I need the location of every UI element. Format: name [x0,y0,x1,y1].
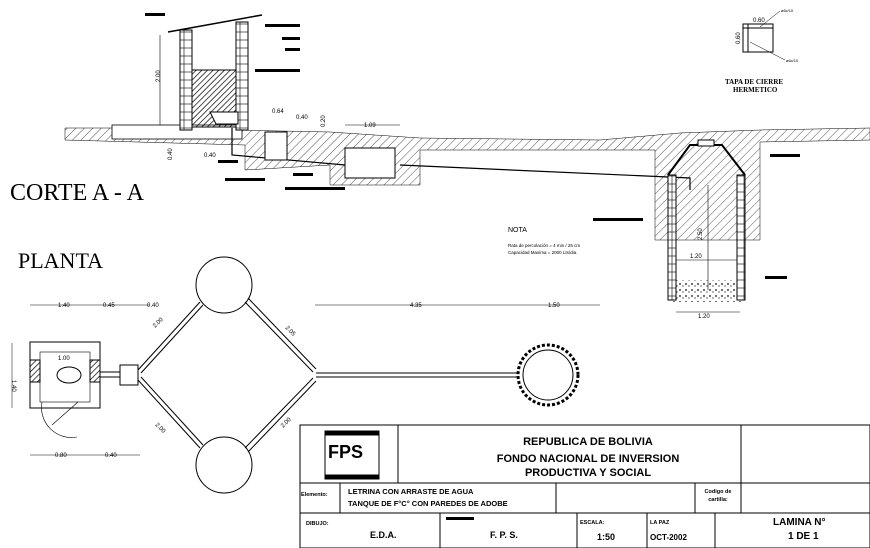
tapa-title: HERMETICO [733,86,778,94]
section-title: CORTE A - A [10,180,144,206]
tb-line2: FONDO NACIONAL DE INVERSION [496,453,680,465]
dim-w2: 0.45 [103,303,115,309]
pit-cover [698,140,714,146]
lamina-label: LAMINA N° [773,517,826,528]
label-bar [446,517,474,520]
dim-w3: 0.40 [147,303,159,309]
tapa-bar-bottom: ø6c/10 [786,58,799,63]
dim-c: 0.20 [321,115,327,127]
dim-inner: 1.00 [58,356,70,362]
dim-b2: 0.40 [105,453,117,459]
dim-w1: 1.40 [58,303,70,309]
dim-pit-base: 1.20 [698,314,710,320]
tb-line1: REPUBLICA DE BOLIVIA [523,436,653,448]
dim-f: 0.40 [204,153,216,159]
latrine-wall-left [180,30,192,130]
dim-b: 0.40 [296,115,308,121]
dim-e: 0.40 [168,148,174,160]
dim-long: 4.35 [410,303,422,309]
pit-wall-left [668,175,676,300]
soakpit-main [518,345,578,405]
section-view [65,13,870,312]
dibujo-value: E.D.A. [370,530,397,540]
tapa-bar-top: ø6c/10 [781,8,794,13]
inspection-box [265,132,287,160]
codigo-label: cartilla: [708,497,728,503]
codigo-label: Codigo de [704,489,732,495]
dim-a: 0.64 [272,109,284,115]
elemento-line1: LETRINA CON ARRASTE DE AGUA [348,487,474,496]
org-value: F. P. S. [490,530,518,540]
nota-line: Rata de percolación = 4 min / 25 cm [508,243,581,248]
tapa-width: 0.60 [753,18,765,24]
dim-d2: 2.05 [283,325,297,338]
dim-pit-depth: 2.50 [698,228,704,240]
dim-d1: 2.00 [152,316,165,330]
toilet-plan [57,367,81,383]
dim-d: 1.09 [364,123,376,129]
soakpit-top [196,257,252,313]
elemento-label: Elemento: [301,492,328,498]
soakpit-bottom [196,437,252,493]
elemento-line2: TANQUE DE F°C° CON PAREDES DE ADOBE [348,499,508,508]
tb-line3: PRODUCTIVA Y SOCIAL [524,467,652,479]
fecha-value: OCT-2002 [650,533,687,542]
dim-height: 2.00 [156,70,162,82]
plan-title: PLANTA [18,248,104,273]
escala-value: 1:50 [597,532,616,542]
dim-d3: 2.00 [153,422,167,435]
inspection-box-plan [120,365,138,385]
tapa-title: TAPA DE CIERRE [725,78,784,86]
pit-wall-right [737,175,745,300]
tapa-height: 0.60 [736,32,742,44]
lugar-label: LA PAZ [650,520,670,526]
ground-soil [65,128,870,240]
dim-d4: 2.00 [280,416,293,430]
dim-b1: 0.80 [55,453,67,459]
nota-line: Capacidad Maxima = 2000 Lts/dia. [508,250,578,255]
tank [345,148,395,178]
dim-short: 1.50 [548,303,560,309]
pit-gravel [672,280,742,302]
dibujo-label: DIBUJO: [306,521,329,527]
escala-label: ESCALA: [580,520,605,526]
dim-h: 1.40 [10,380,16,392]
lamina-value: 1 DE 1 [788,531,819,542]
dim-pit-width: 1.20 [690,254,702,260]
svg-text:FPS: FPS [328,442,364,462]
nota-title: NOTA [508,227,527,234]
